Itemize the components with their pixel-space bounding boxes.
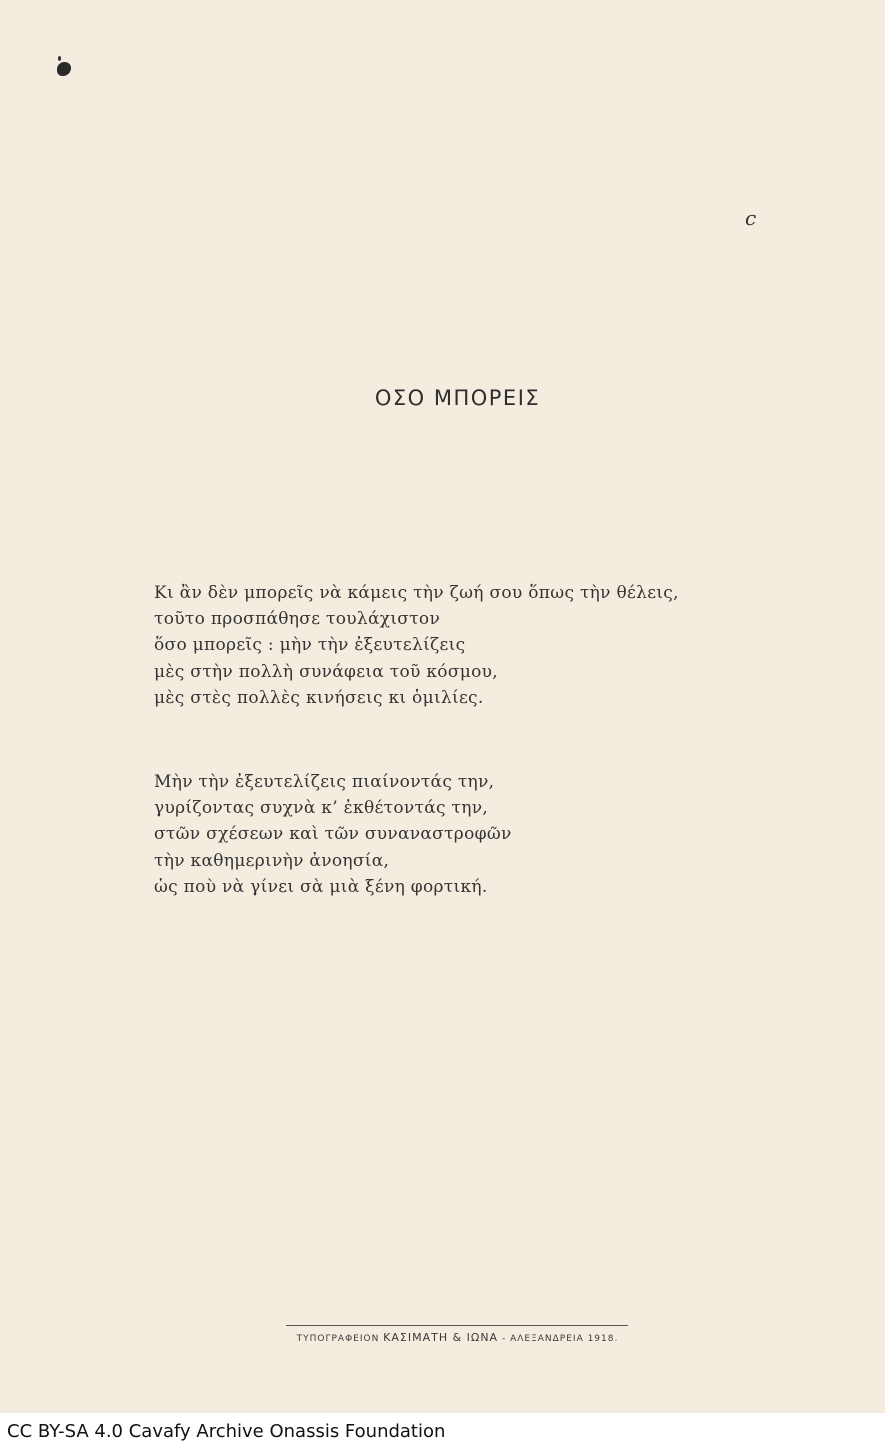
printer-imprint bbox=[0, 1331, 885, 1344]
imprint-suffix: - ΑΛΕΞΑΝΔΡΕΙΑ 1918. bbox=[498, 1334, 619, 1344]
license-credit: CC BY-SA 4.0 Cavafy Archive Onassis Foundation bbox=[7, 1421, 446, 1442]
ink-spot-mark bbox=[57, 62, 71, 76]
poem-line: τὴν καθημερινὴν ἀνοησία, bbox=[154, 850, 390, 871]
poem-line: στῶν σχέσεων καὶ τῶν συναναστροφῶν bbox=[154, 824, 512, 845]
poem-stanza-2 bbox=[154, 769, 512, 900]
poem-line: γυρίζοντας συχνὰ κ’ ἐκθέτοντάς την, bbox=[154, 798, 489, 819]
poem-stanza-1 bbox=[154, 580, 679, 711]
poem-line: τοῦτο προσπάθησε τουλάχιστον bbox=[154, 609, 441, 630]
imprint-divider bbox=[286, 1325, 628, 1326]
poem-line: Κι ἂν δὲν μπορεῖς νὰ κάμεις τὴν ζωή σου ὅπως τὴν θέλεις, bbox=[154, 583, 679, 603]
poem-line: μὲς στὴν πολλὴ συνάφεια τοῦ κόσμου, bbox=[154, 661, 498, 682]
poem-line: Μὴν τὴν ἐξευτελίζεις πιαίνοντάς την, bbox=[154, 772, 495, 792]
handwritten-page-number: ϲ bbox=[745, 206, 757, 230]
poem-line: ὅσο μπορεῖς : μὴν τὴν ἐξευτελίζεις bbox=[154, 635, 466, 656]
imprint-printer: ΚΑΣΙΜΑΤΗ & ΙΩΝΑ bbox=[383, 1331, 499, 1344]
poem-title: ΟΣΟ ΜΠΟΡΕΙΣ bbox=[374, 386, 541, 410]
poem-line: ὡς ποὺ νὰ γίνει σὰ μιὰ ξένη φορτική. bbox=[154, 876, 488, 897]
poem-line: μὲς στὲς πολλὲς κινήσεις κι ὁμιλίες. bbox=[154, 687, 484, 708]
imprint-prefix: ΤΥΠΟΓΡΑΦΕΙΟΝ bbox=[296, 1334, 384, 1344]
